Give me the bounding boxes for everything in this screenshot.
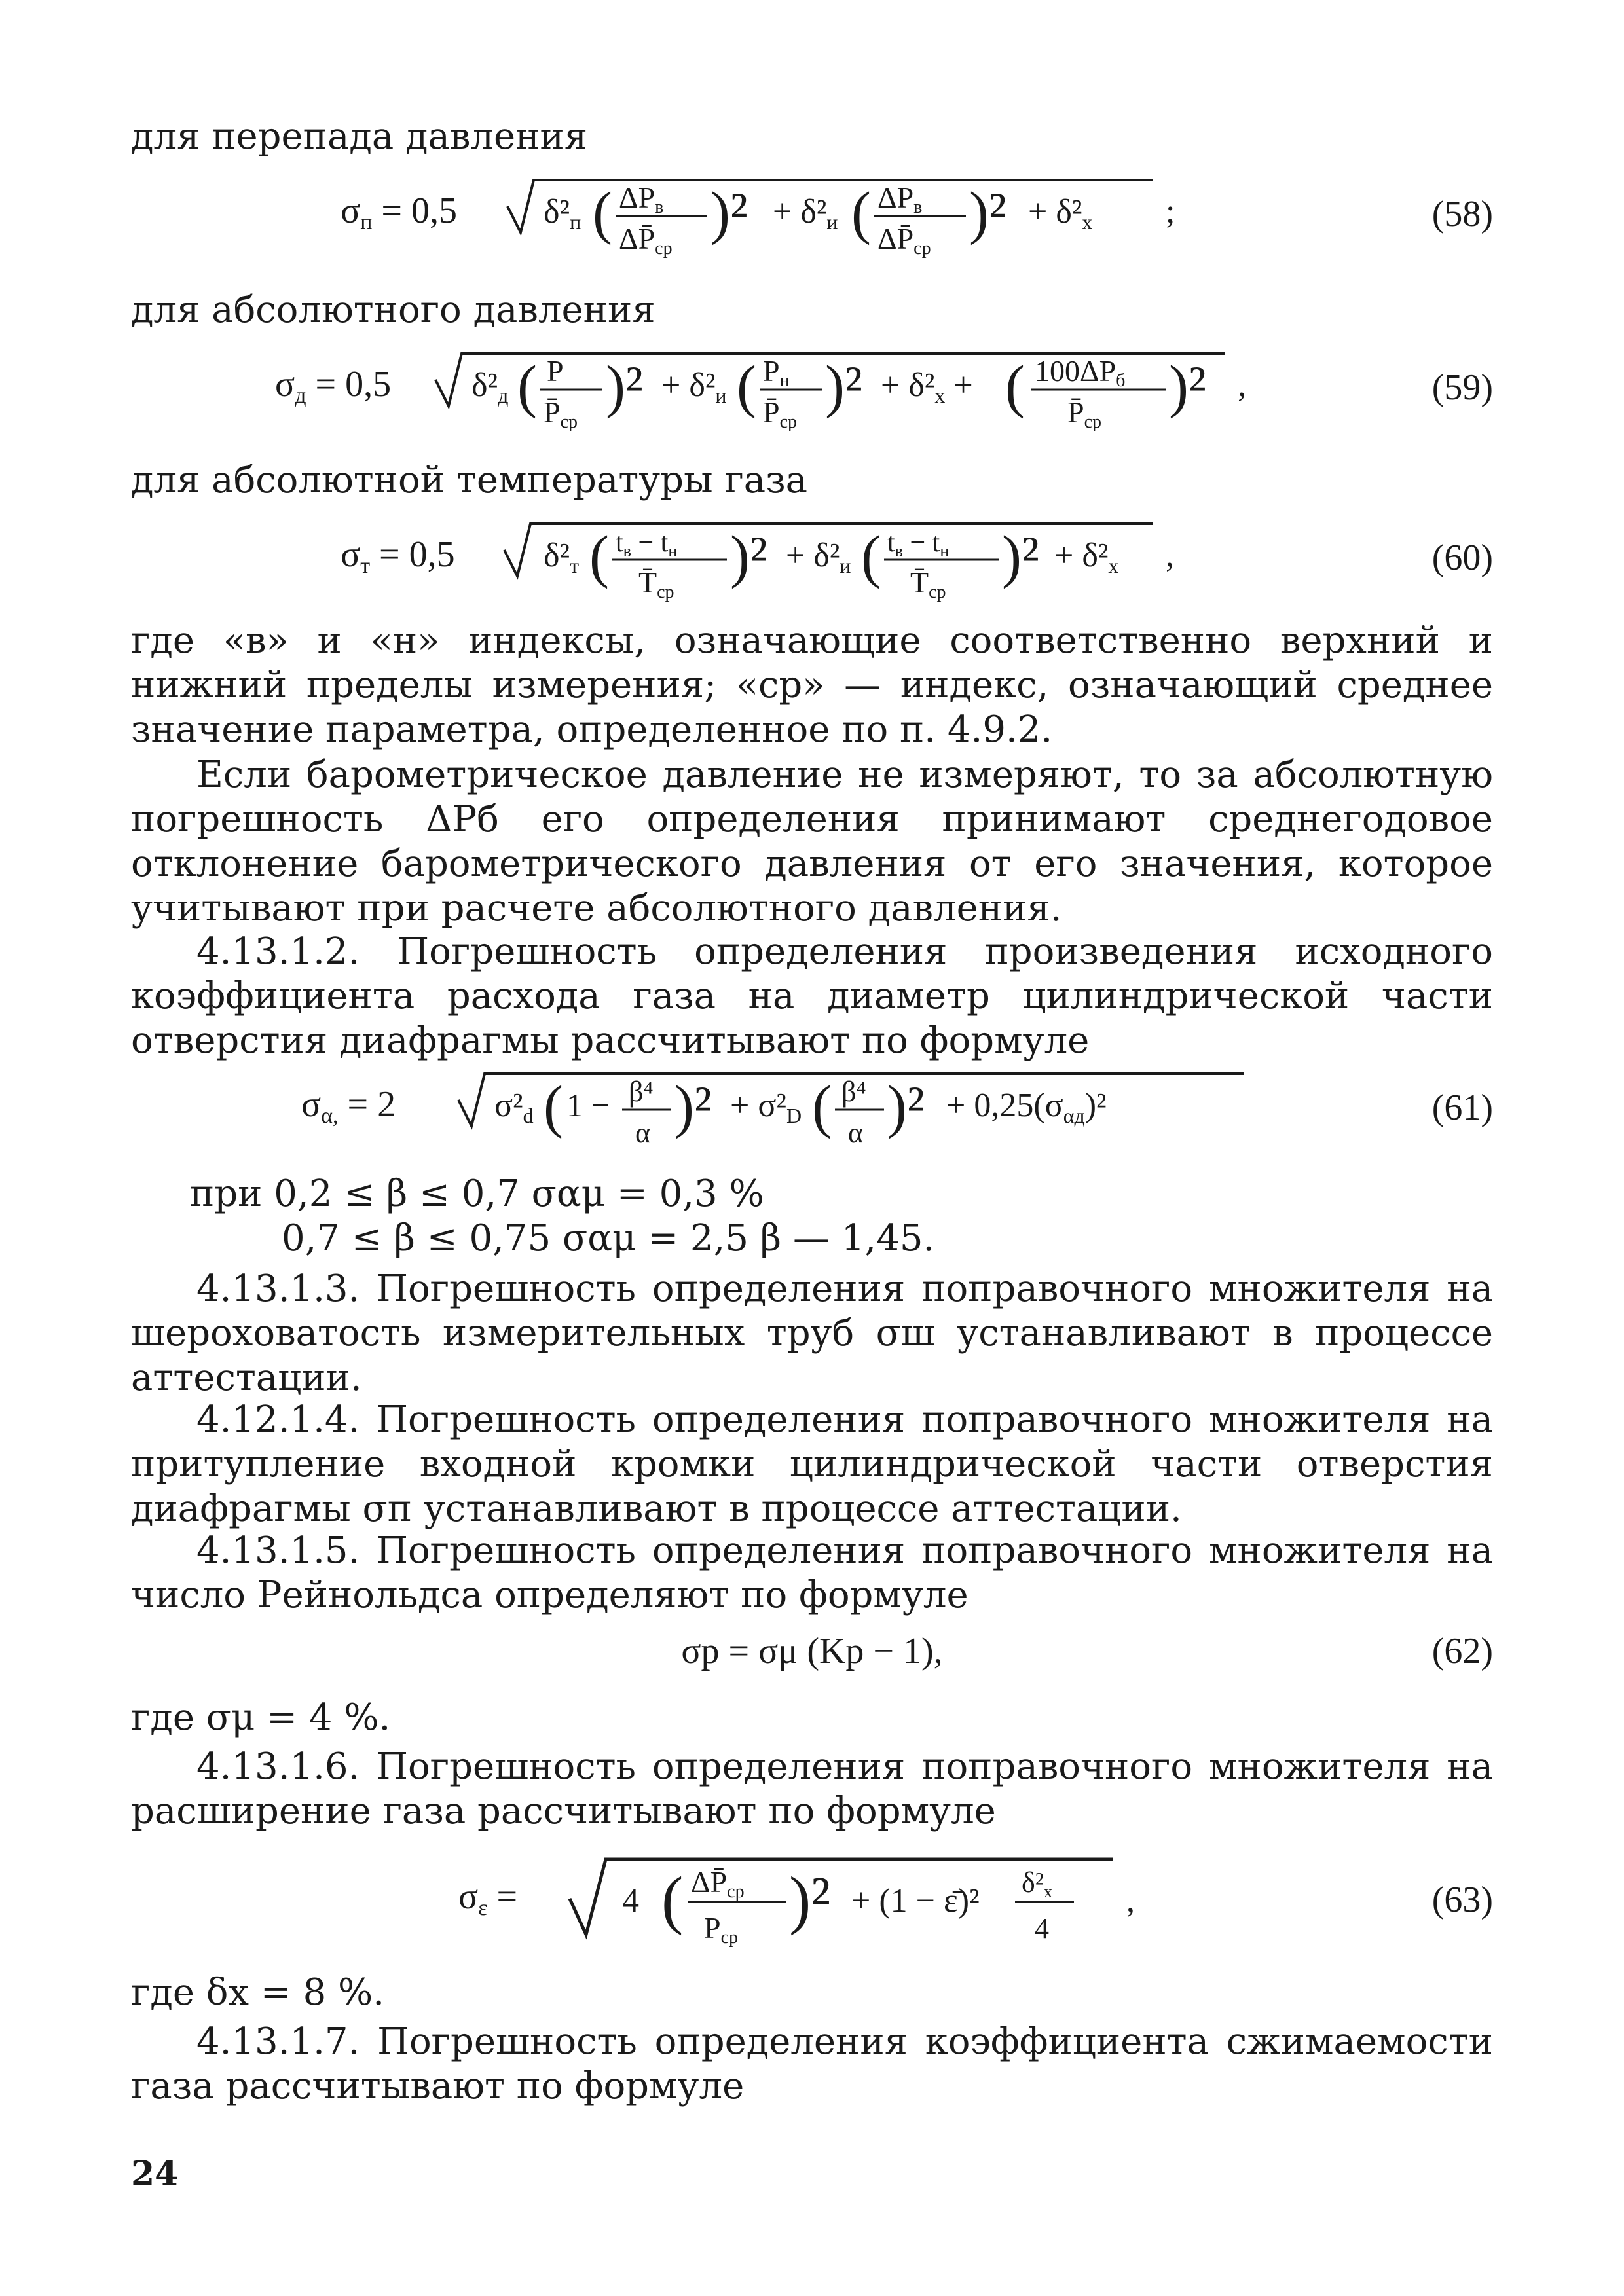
svg-text:T̄ср: T̄ср: [910, 566, 946, 602]
svg-text:+ δ²и: + δ²и: [786, 537, 851, 577]
equation-60-drawing: [0, 511, 1624, 609]
svg-text:α: α: [848, 1117, 864, 1149]
eq58-term1: δ²п: [544, 193, 581, 234]
svg-text:tв − tн: tв − tн: [616, 528, 678, 560]
svg-text:(: (: [661, 1863, 684, 1936]
eq58-frac2-num: ΔPв: [877, 181, 923, 217]
eq58-lhs: σп = 0,5: [341, 191, 457, 234]
svg-text:)²: )²: [825, 354, 862, 419]
equation-number-60: (60): [1431, 538, 1493, 578]
svg-text:δ²x: δ²x: [1022, 1867, 1052, 1901]
eq58-paren1-close: )²: [710, 181, 748, 246]
equation-number-61: (61): [1431, 1087, 1493, 1128]
eq58-frac2-den: ΔP̄ср: [877, 222, 931, 259]
svg-text:Pср: Pср: [704, 1911, 739, 1948]
paragraph-4-13-1-5: 4.13.1.5. Погрешность определения поправочного множителя на число Рейнольдса определяют по формуле: [131, 1529, 1493, 1616]
eq58-frac1-den: ΔP̄ср: [619, 222, 673, 259]
label-abs-temp: для абсолютной температуры газа: [131, 459, 808, 501]
svg-text:tв − tн: tв − tн: [887, 528, 950, 560]
svg-text:δ²т: δ²т: [544, 537, 580, 577]
svg-text:P̄ср: P̄ср: [763, 395, 798, 432]
svg-text:+ (1 − ε̄)²: + (1 − ε̄)²: [851, 1882, 980, 1920]
eq59-lhs: σд = 0,5: [275, 364, 392, 408]
equation-60: [0, 511, 1624, 609]
svg-text:)²: )²: [887, 1074, 925, 1139]
eq58-frac1-num: ΔPв: [619, 181, 664, 217]
label-diff-pressure: для перепада давления: [131, 115, 588, 158]
svg-text:P̄ср: P̄ср: [544, 395, 578, 432]
svg-text:δ²д: δ²д: [471, 367, 509, 407]
equation-59: [0, 340, 1624, 439]
equation-61-drawing: [0, 1061, 1624, 1159]
svg-text:)²: )²: [969, 181, 1006, 246]
svg-text:(: (: [517, 354, 537, 419]
svg-text:)²: )²: [1002, 524, 1039, 589]
svg-text:1 −: 1 −: [566, 1087, 610, 1123]
svg-text:(: (: [589, 524, 609, 589]
svg-text:β⁴: β⁴: [629, 1076, 654, 1108]
paragraph-barometric: Если барометрическое давление не измеряют, то за абсолютную погрешность ΔPб его определения принимают среднегодовое отклонение барометрического давления от его значения, которое учитывают при расчете абсолютного давления.: [131, 754, 1493, 930]
svg-text:)²: )²: [674, 1074, 712, 1139]
svg-text:,: ,: [1238, 367, 1246, 404]
page-number: 24: [131, 2154, 179, 2194]
svg-text:P̄ср: P̄ср: [1067, 395, 1102, 432]
paragraph-4-13-1-7: 4.13.1.7. Погрешность определения коэффициента сжимаемости газа рассчитывают по формуле: [131, 2020, 1493, 2107]
svg-text:+ δ²x +: + δ²x +: [881, 367, 973, 407]
svg-text:+ δ²и: + δ²и: [661, 367, 727, 407]
svg-text:+ δ²x: + δ²x: [1054, 537, 1119, 577]
condition-line-2: 0,7 ≤ β ≤ 0,75 σαμ = 2,5 β — 1,45.: [282, 1217, 935, 1260]
paragraph-4-13-1-3: 4.13.1.3. Погрешность определения поправочного множителя на шероховатость измерительных труб σш устанавливают в процессе аттестации.: [131, 1267, 1493, 1399]
equation-58-drawing: [0, 167, 1624, 265]
svg-text:(: (: [812, 1074, 832, 1139]
paragraph-4-13-1-2: 4.13.1.2. Погрешность определения произведения исходного коэффициента расхода газа на диаметр цилиндрической части отверстия диафрагмы рассчитывают по формуле: [131, 930, 1493, 1062]
equation-62: [0, 1617, 1624, 1689]
svg-text:(: (: [737, 354, 756, 419]
paragraph-where-dx: где δx = 8 %.: [131, 1971, 385, 2014]
svg-text:P: P: [547, 354, 564, 388]
eq58-term3: + δ²x: [1028, 193, 1093, 234]
paragraph-where-mu: где σμ = 4 %.: [131, 1696, 391, 1739]
svg-text:;: ;: [1166, 193, 1175, 230]
paragraph-4-12-1-4: 4.12.1.4. Погрешность определения поправочного множителя на притупление входной кромки цилиндрической части отверстия диафрагмы σп устанавливают в процессе аттестации.: [131, 1398, 1493, 1530]
svg-text:,: ,: [1126, 1882, 1135, 1920]
equation-number-63: (63): [1431, 1880, 1493, 1920]
svg-text:)²: )²: [789, 1863, 831, 1936]
svg-text:β⁴: β⁴: [841, 1076, 866, 1108]
svg-text:,: ,: [1166, 537, 1174, 574]
svg-text:(: (: [1005, 354, 1025, 419]
equation-58: [0, 167, 1624, 265]
label-abs-pressure: для абсолютного давления: [131, 289, 655, 331]
eq63-lhs: σε =: [458, 1876, 518, 1920]
equation-63: [0, 1846, 1624, 1958]
svg-text:T̄ср: T̄ср: [638, 566, 674, 602]
equation-63-drawing: [0, 1846, 1624, 1958]
svg-text:)²: )²: [1169, 354, 1206, 419]
svg-text:+ 0,25(σαд)²: + 0,25(σαд)²: [946, 1087, 1107, 1127]
svg-text:)²: )²: [606, 354, 643, 419]
eq61-lhs: σα, = 2: [301, 1084, 396, 1128]
svg-text:σ²d: σ²d: [494, 1087, 534, 1127]
svg-text:Pн: Pн: [763, 354, 790, 391]
svg-text:ΔP̄ср: ΔP̄ср: [691, 1865, 745, 1902]
svg-text:(: (: [851, 181, 871, 246]
equation-number-62: (62): [1431, 1631, 1493, 1671]
svg-text:100ΔPб: 100ΔPб: [1035, 354, 1126, 391]
eq58-paren1: (: [593, 181, 612, 246]
svg-text:(: (: [861, 524, 881, 589]
paragraph-where-indices: где «в» и «н» индексы, означающие соответственно верхний и нижний пределы измерения; «ср» — индекс, означающий среднее значение параметра, определенное по п. 4.9.2.: [131, 619, 1493, 751]
eq58-term2: + δ²и: [773, 193, 838, 234]
svg-text:(: (: [544, 1074, 563, 1139]
svg-text:+ σ²D: + σ²D: [730, 1087, 802, 1127]
svg-text:4: 4: [1035, 1912, 1049, 1944]
svg-text:α: α: [635, 1117, 651, 1149]
condition-line-1: при 0,2 ≤ β ≤ 0,7 σαμ = 0,3 %: [190, 1173, 764, 1215]
equation-number-58: (58): [1431, 194, 1493, 234]
svg-text:4: 4: [622, 1882, 639, 1920]
equation-number-59: (59): [1431, 367, 1493, 408]
paragraph-4-13-1-6: 4.13.1.6. Погрешность определения поправочного множителя на расширение газа рассчитывают по формуле: [131, 1745, 1493, 1832]
equation-62-text: σр = σμ (Kр − 1),: [681, 1631, 943, 1671]
svg-text:)²: )²: [730, 524, 767, 589]
equation-61: [0, 1061, 1624, 1159]
equation-59-drawing: [0, 340, 1624, 439]
eq60-lhs: σт = 0,5: [341, 534, 455, 578]
